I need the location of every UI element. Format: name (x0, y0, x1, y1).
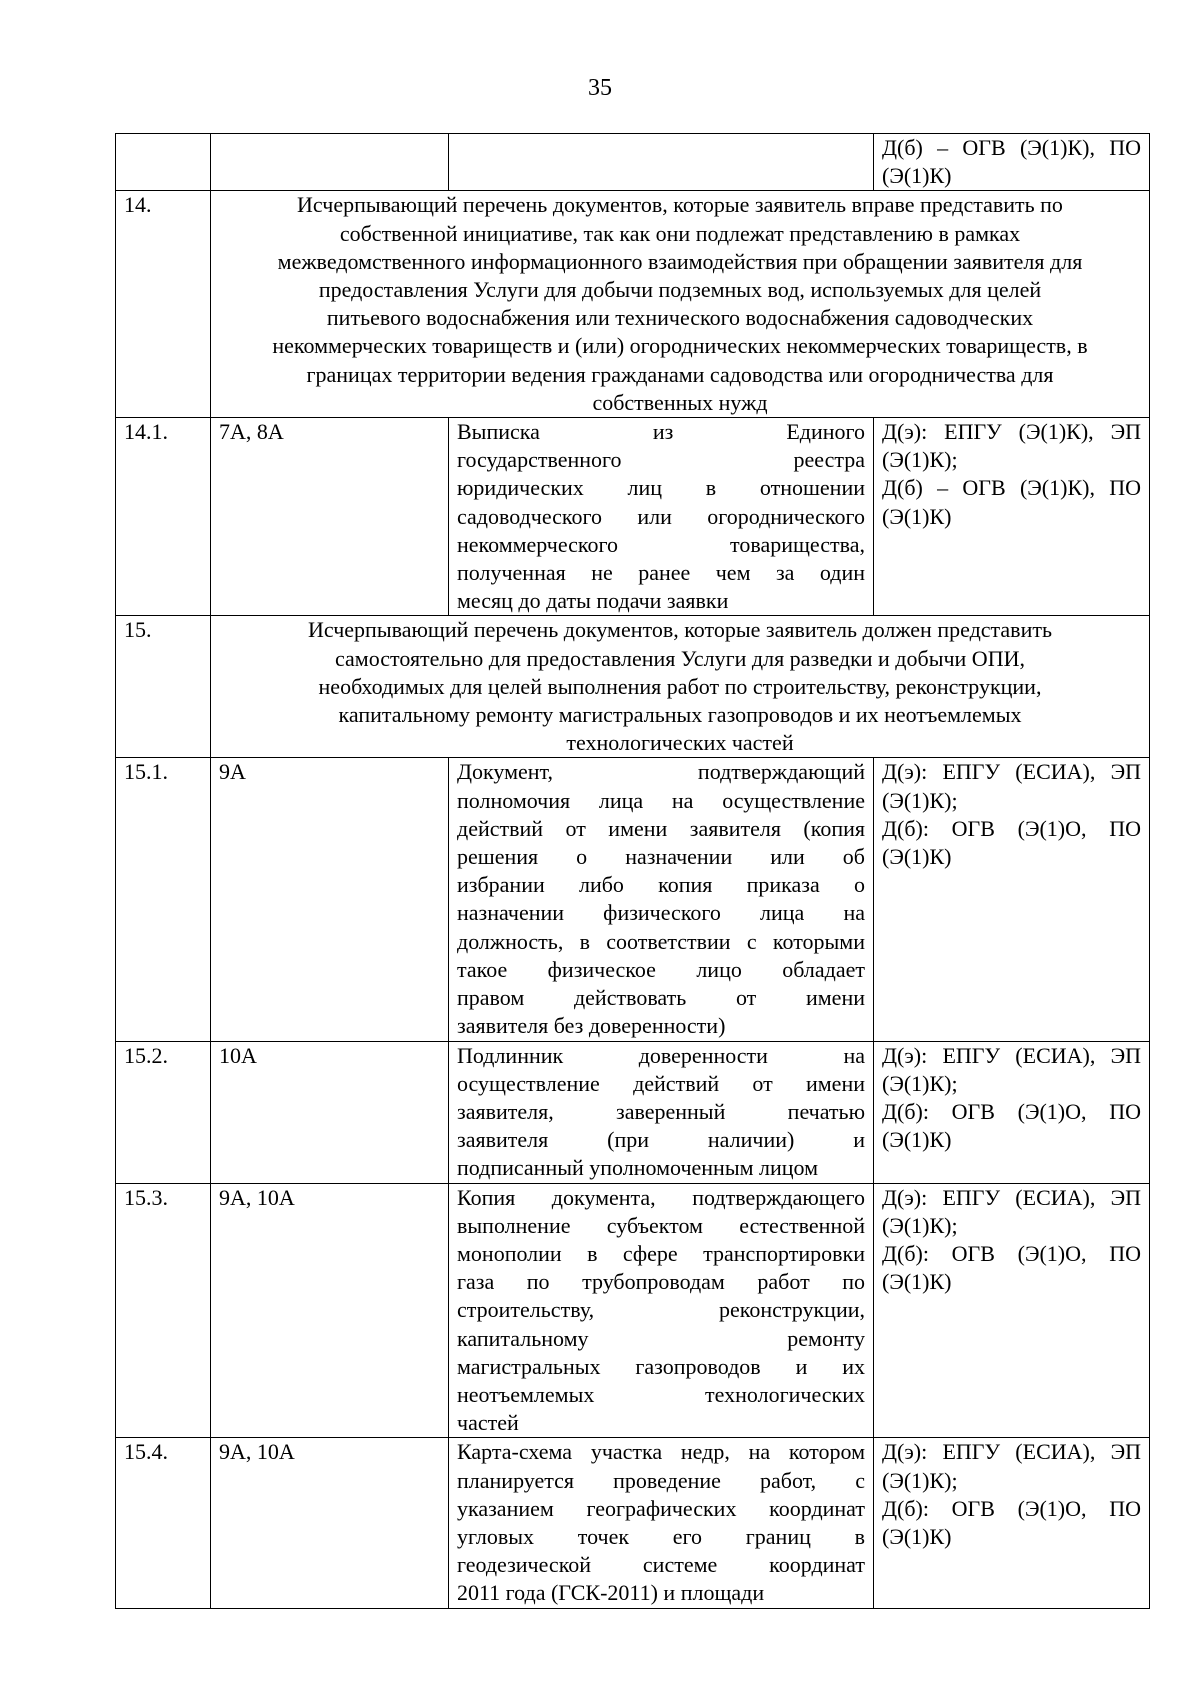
document-line: назначении физического лица на (457, 900, 865, 926)
document-line: избрании либо копия приказа о (457, 872, 865, 898)
document-line: угловых точек его границ в (457, 1523, 865, 1549)
source-line: Д(э): ЕПГУ (ЕСИА), ЭП (882, 759, 1141, 785)
heading-line: капитальному ремонту магистральных газопроводов и их неотъемлемых (338, 702, 1022, 728)
heading-line: предоставления Услуги для добычи подземных вод, используемых для целей (318, 277, 1042, 303)
document-line: действий от имени заявителя (копия (457, 815, 865, 841)
section-heading-cell (211, 616, 1150, 758)
document-cell (449, 1438, 874, 1608)
row-number-cell: 15.2. (116, 1041, 211, 1183)
source-line: Д(б): ОГВ (Э(1)О, ПО (882, 815, 1141, 841)
source-line: (Э(1)К); (882, 787, 958, 813)
source-cell (874, 1438, 1150, 1608)
document-line: заявителя, заверенный печатью (457, 1098, 865, 1124)
source-line: (Э(1)К); (882, 1070, 958, 1096)
heading-line: необходимых для целей выполнения работ по строительству, реконструкции, (318, 673, 1042, 699)
source-line: (Э(1)К) (882, 163, 952, 189)
document-line: указанием географических координат (457, 1495, 865, 1521)
row-number-cell: 15.1. (116, 758, 211, 1041)
heading-line: технологических частей (566, 730, 794, 756)
table-row (116, 1183, 1150, 1438)
heading-line: межведомственного информационного взаимодействия при обращении заявителя для (277, 248, 1083, 274)
source-line: (Э(1)К) (882, 1127, 952, 1153)
source-line: Д(б): ОГВ (Э(1)О, ПО (882, 1240, 1141, 1266)
document-line: Копия документа, подтверждающего (457, 1184, 865, 1210)
source-line: Д(б) – ОГВ (Э(1)К), ПО (882, 475, 1141, 501)
row-number-cell: 15.3. (116, 1183, 211, 1438)
document-line: строительству, реконструкции, (457, 1297, 865, 1323)
document-line: юридических лиц в отношении (457, 475, 865, 501)
source-line: (Э(1)К) (882, 1523, 952, 1549)
heading-line: самостоятельно для предоставления Услуги для разведки и добычи ОПИ, (335, 645, 1025, 671)
source-line: Д(б) – ОГВ (Э(1)К), ПО (882, 135, 1141, 160)
document-line: подписанный уполномоченным лицом (457, 1155, 819, 1181)
source-line: Д(б): ОГВ (Э(1)О, ПО (882, 1495, 1141, 1521)
document-line: газа по трубопроводам работ по (457, 1269, 865, 1295)
source-line: (Э(1)К); (882, 1212, 958, 1238)
document-line: заявителя без доверенности) (457, 1013, 726, 1039)
table-row (116, 758, 1150, 1041)
document-line: 2011 года (ГСК-2011) и площади (457, 1580, 765, 1606)
source-cell (874, 134, 1150, 191)
table-row (116, 1041, 1150, 1183)
document-line: такое физическое лицо обладает (457, 956, 865, 982)
heading-line: Исчерпывающий перечень документов, которые заявитель должен представить (308, 617, 1052, 643)
table-row (116, 1438, 1150, 1608)
document-line: должность, в соответствии с которыми (457, 928, 865, 954)
forms-cell: 9А (211, 758, 449, 1041)
document-line: заявителя (при наличии) и (457, 1127, 865, 1153)
source-cell (874, 1041, 1150, 1183)
row-number-cell (116, 134, 211, 191)
section-heading-row (116, 616, 1150, 758)
page-number: 35 (588, 75, 612, 101)
document-line: Выписка из Единого (457, 419, 865, 445)
document-line: месяц до даты подачи заявки (457, 588, 729, 614)
table-row-continuation (116, 134, 1150, 191)
document-line: геодезической системе координат (457, 1552, 865, 1578)
document-line: монополии в сфере транспортировки (457, 1240, 865, 1266)
row-number-cell: 15. (116, 616, 211, 758)
source-cell (874, 758, 1150, 1041)
forms-cell: 7А, 8А (211, 418, 449, 616)
document-line: осуществление действий от имени (457, 1070, 865, 1096)
source-line: (Э(1)К); (882, 447, 958, 473)
heading-line: некоммерческих товариществ и (или) огороднических некоммерческих товариществ, в (272, 333, 1088, 359)
source-line: Д(э): ЕПГУ (ЕСИА), ЭП (882, 1439, 1141, 1465)
document-line: планируется проведение работ, с (457, 1467, 865, 1493)
documents-table (115, 133, 1150, 1609)
document-line: полученная не ранее чем за один (457, 560, 865, 586)
document-cell (449, 1183, 874, 1438)
table-row (116, 418, 1150, 616)
document-line: магистральных газопроводов и их (457, 1353, 865, 1379)
source-line: (Э(1)К) (882, 1269, 952, 1295)
source-line: Д(э): ЕПГУ (ЕСИА), ЭП (882, 1184, 1141, 1210)
document-cell (449, 1041, 874, 1183)
document-line: выполнение субъектом естественной (457, 1212, 865, 1238)
source-line: (Э(1)К) (882, 844, 952, 870)
forms-cell (211, 134, 449, 191)
section-heading-cell (211, 191, 1150, 418)
source-line: Д(э): ЕПГУ (Э(1)К), ЭП (882, 419, 1141, 445)
row-number-cell: 14. (116, 191, 211, 418)
document-line: капитальному ремонту (457, 1325, 865, 1351)
source-cell (874, 418, 1150, 616)
document-line: правом действовать от имени (457, 985, 865, 1011)
document-line: Документ, подтверждающий (457, 759, 865, 785)
heading-line: питьевого водоснабжения или технического водоснабжения садоводческих (326, 305, 1034, 331)
source-line: (Э(1)К); (882, 1467, 958, 1493)
source-line: (Э(1)К) (882, 503, 952, 529)
document-line: неотъемлемых технологических (457, 1381, 865, 1407)
heading-line: Исчерпывающий перечень документов, которые заявитель вправе представить по (297, 192, 1063, 218)
document-cell (449, 418, 874, 616)
row-number-cell: 15.4. (116, 1438, 211, 1608)
source-cell (874, 1183, 1150, 1438)
source-line: Д(б): ОГВ (Э(1)О, ПО (882, 1098, 1141, 1124)
heading-line: границах территории ведения гражданами садоводства или огородничества для (306, 361, 1054, 387)
document-cell (449, 134, 874, 191)
heading-line: собственных нужд (592, 389, 768, 415)
document-line: частей (457, 1410, 519, 1436)
document-line: Подлинник доверенности на (457, 1042, 865, 1068)
document-line: полномочия лица на осуществление (457, 787, 865, 813)
document-line: государственного реестра (457, 447, 865, 473)
document-line: решения о назначении или об (457, 844, 865, 870)
document-line: садоводческого или огороднического (457, 503, 865, 529)
document-line: некоммерческого товарищества, (457, 531, 865, 557)
forms-cell: 10А (211, 1041, 449, 1183)
forms-cell: 9А, 10А (211, 1183, 449, 1438)
source-line: Д(э): ЕПГУ (ЕСИА), ЭП (882, 1042, 1141, 1068)
document-cell (449, 758, 874, 1041)
document-line: Карта-схема участка недр, на котором (457, 1439, 865, 1465)
section-heading-row (116, 191, 1150, 418)
forms-cell: 9А, 10А (211, 1438, 449, 1608)
heading-line: собственной инициативе, так как они подлежат представлению в рамках (339, 220, 1021, 246)
row-number-cell: 14.1. (116, 418, 211, 616)
